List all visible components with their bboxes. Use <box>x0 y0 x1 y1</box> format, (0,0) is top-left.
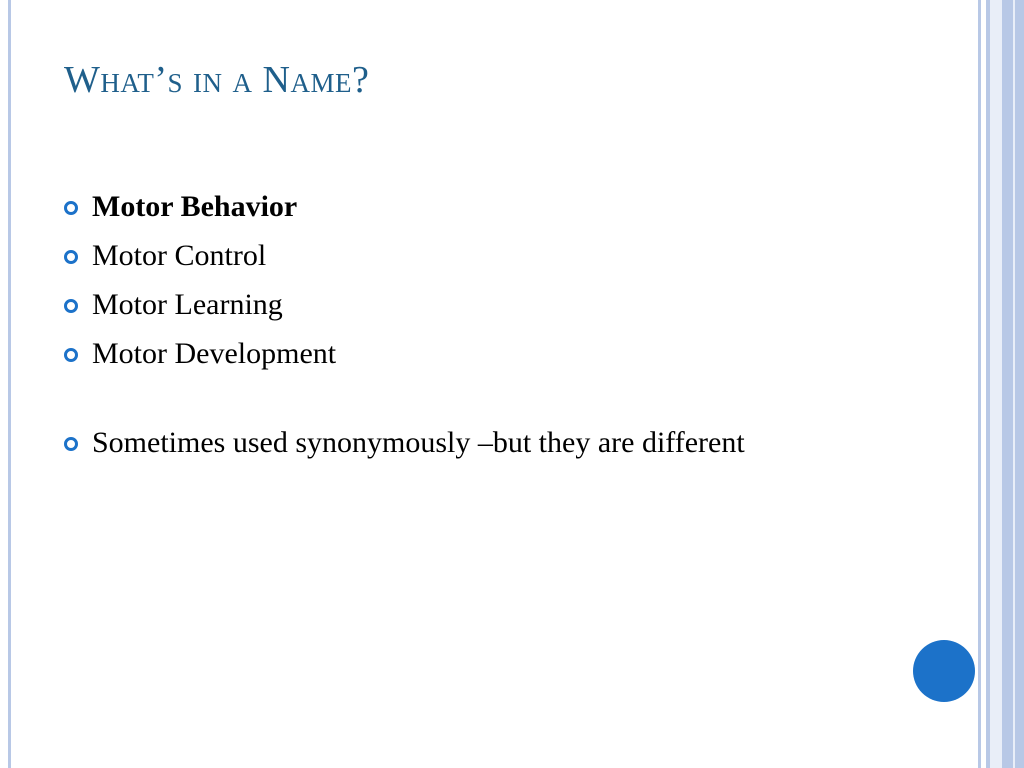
bullet-text: Motor Development <box>92 337 337 370</box>
right-stripe-3 <box>990 0 1002 768</box>
right-stripe-5 <box>1008 0 1024 768</box>
ring-bullet-icon <box>64 299 78 313</box>
bullet-item <box>62 186 842 228</box>
ring-bullet-icon <box>64 348 78 362</box>
bullet-item <box>62 333 842 375</box>
ring-bullet-icon <box>64 437 78 451</box>
bullet-text: Motor Behavior <box>92 190 298 223</box>
left-border-stripe <box>8 0 11 768</box>
bullet-item <box>62 235 842 277</box>
ring-bullet-icon <box>64 201 78 215</box>
right-stripe-1 <box>978 0 981 768</box>
bullet-item <box>62 284 842 326</box>
right-stripe-6 <box>1013 0 1015 768</box>
bullet-text: Motor Control <box>92 239 267 272</box>
ring-bullet-icon <box>64 250 78 264</box>
bullet-text: Sometimes used synonymously –but they are different <box>92 426 745 459</box>
blue-circle-decoration <box>913 640 975 702</box>
bullet-text: Motor Learning <box>92 288 283 321</box>
slide-title: What’s in a Name? <box>64 59 370 101</box>
bullet-item <box>62 422 842 464</box>
bullet-list <box>62 186 842 471</box>
